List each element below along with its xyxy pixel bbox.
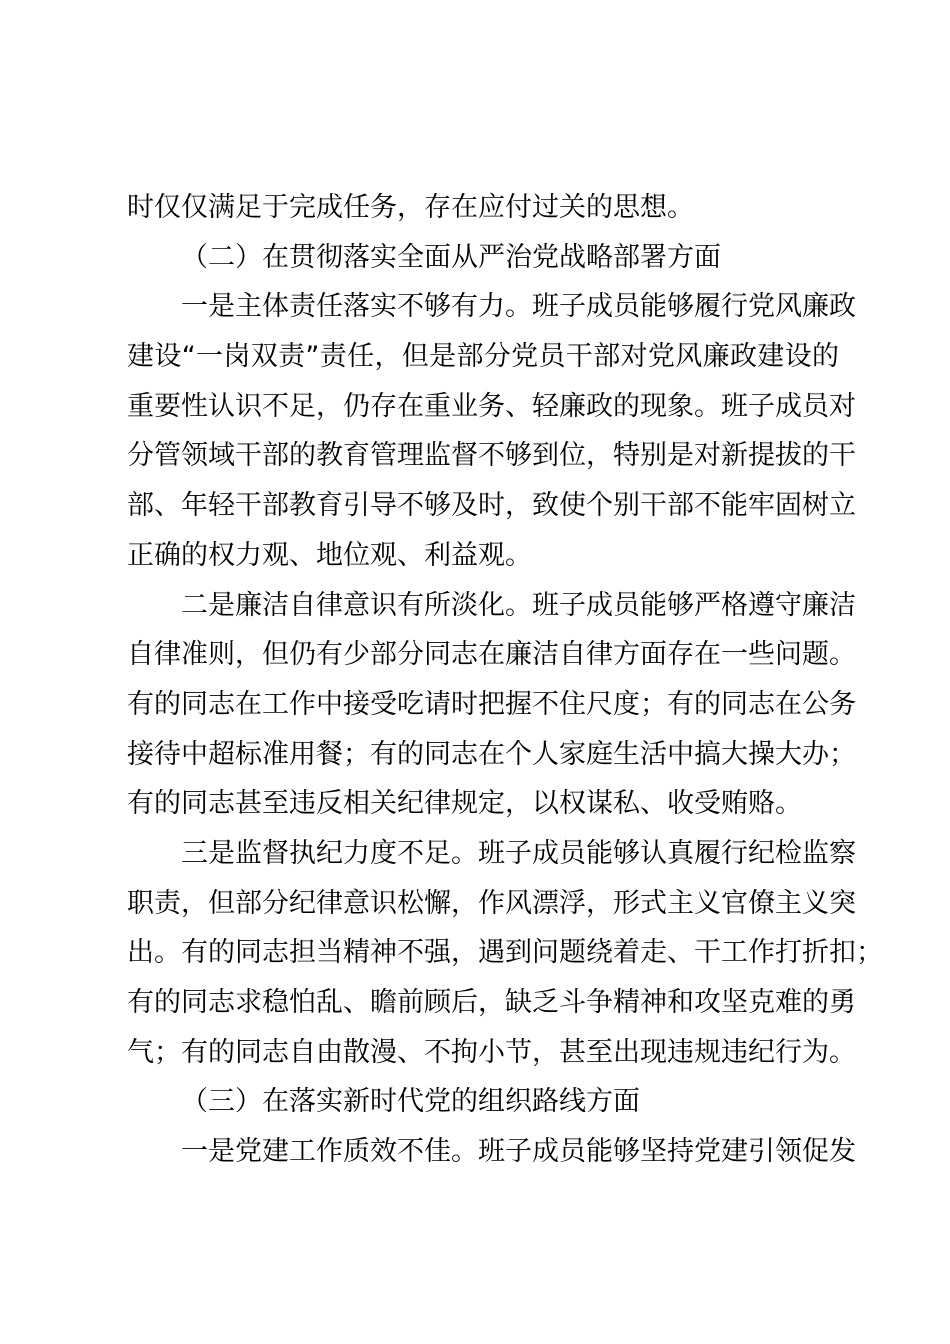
- text-line: 有的同志求稳怕乱、瞻前顾后，缺乏斗争精神和攻坚克难的勇: [127, 987, 856, 1018]
- text-line: 出。有的同志担当精神不强，遇到问题绕着走、干工作打折扣；: [127, 937, 883, 969]
- text-line: 自律准则，但仍有少部分同志在廉洁自律方面存在一些问题。: [127, 639, 856, 671]
- text-line: 一是党建工作质效不佳。班子成员能够坚持党建引领促发: [181, 1136, 856, 1168]
- text-line: 分管领域干部的教育管理监督不够到位，特别是对新提拔的干: [127, 440, 856, 472]
- text-line: 正确的权力观、地位观、利益观。: [127, 539, 532, 571]
- text-line: 职责，但部分纪律意识松懈，作风漂浮，形式主义官僚主义突: [127, 887, 856, 919]
- section-heading: （三）在落实新时代党的组织路线方面: [181, 1086, 640, 1118]
- section-heading: （二）在贯彻落实全面从严治党战略部署方面: [181, 241, 721, 273]
- text-line: 时仅仅满足于完成任务，存在应付过关的思想。: [127, 192, 694, 223]
- document-body: [127, 183, 883, 1177]
- text-line: 接待中超标准用餐；有的同志在个人家庭生活中搞大操大办；: [127, 738, 856, 770]
- text-line: 部、年轻干部教育引导不够及时，致使个别干部不能牢固树立: [127, 490, 856, 522]
- text-line: 气；有的同志自由散漫、不拘小节，甚至出现违规违纪行为。: [127, 1036, 856, 1068]
- text-line: 有的同志甚至违反相关纪律规定，以权谋私、收受贿赂。: [127, 788, 802, 820]
- text-line: 三是监督执纪力度不足。班子成员能够认真履行纪检监察: [181, 837, 856, 869]
- text-line: 重要性认识不足，仍存在重业务、轻廉政的现象。班子成员对: [127, 390, 856, 422]
- text-line: 建设“一岗双责”责任，但是部分党员干部对党风廉政建设的: [127, 341, 839, 373]
- text-line: 一是主体责任落实不够有力。班子成员能够履行党风廉政: [181, 291, 856, 323]
- text-line: 有的同志在工作中接受吃请时把握不住尺度；有的同志在公务: [127, 688, 856, 720]
- text-line: 二是廉洁自律意识有所淡化。班子成员能够严格遵守廉洁: [181, 589, 856, 621]
